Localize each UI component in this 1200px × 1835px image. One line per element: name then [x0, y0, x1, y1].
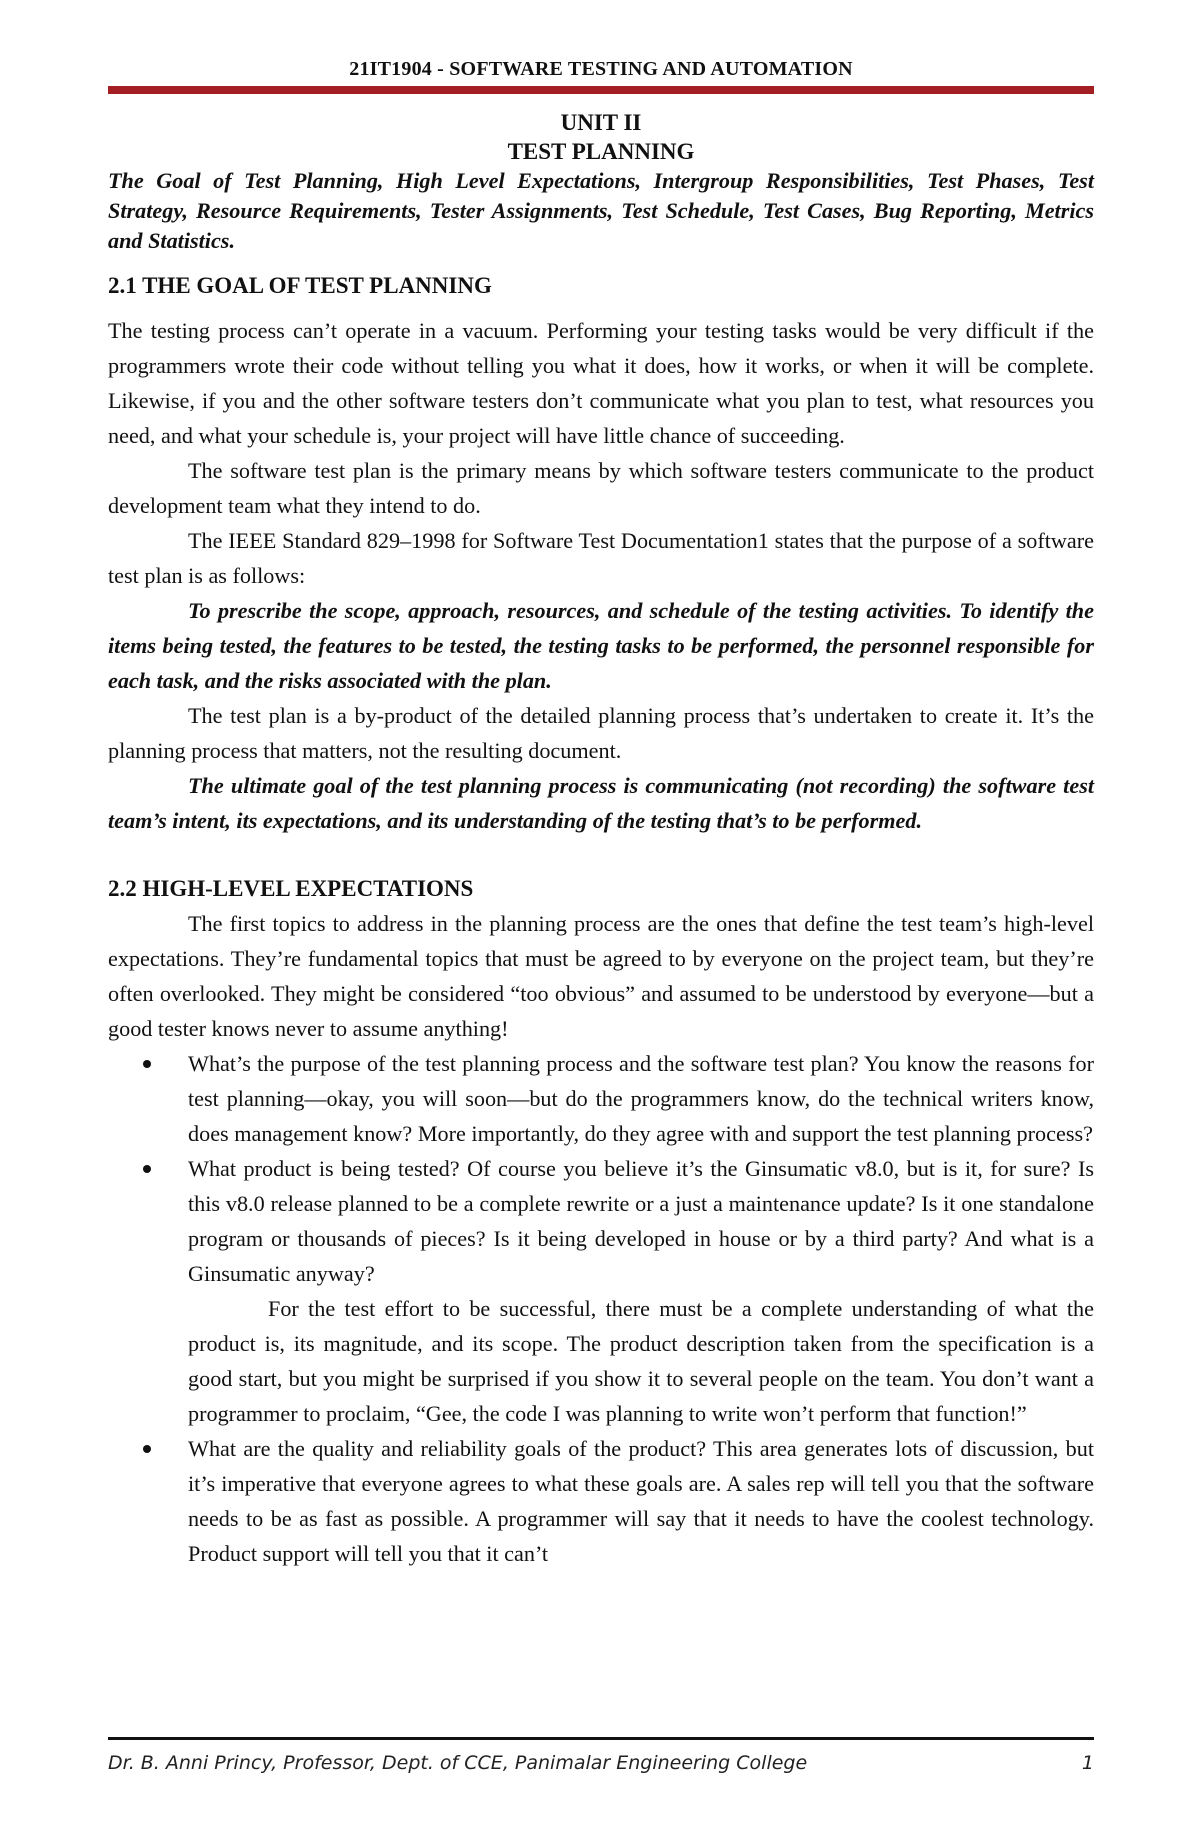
bullet-icon: [143, 1060, 151, 1068]
paragraph: The IEEE Standard 829–1998 for Software Test Documentation1 states that the purpose of a software test plan is as follows:: [108, 528, 1094, 588]
page-content: [108, 108, 1094, 1571]
paragraph: For the test effort to be successful, there must be a complete understanding of what the product is, its magnitude, and its scope. The product description taken from the specification is a good start, but you might be surprised if you show it to several people on the team. You don’t want a programmer to proclaim, “Gee, the code I was planning to write won’t perform that function!”: [188, 1296, 1094, 1426]
page-number: 1: [1081, 1752, 1094, 1774]
bullet-list: [108, 1431, 1094, 1571]
unit-topics: The Goal of Test Planning, High Level Expectations, Intergroup Responsibilities, Test Phases, Test Strategy, Resource Requirements, Tester Assignments, Test Schedule, Test Cases, Bug Reporting, Metrics and Statistics.: [108, 168, 1094, 253]
unit-title: TEST PLANNING: [507, 139, 695, 164]
list-item: [108, 1151, 1094, 1291]
unit-label: UNIT II: [560, 110, 642, 135]
paragraph: The first topics to address in the planning process are the ones that define the test team’s high-level expectations. They’re fundamental topics that must be agreed to by everyone on the project team, but they’re often overlooked. They might be considered “too obvious” and assumed to be understood by everyone—but a good tester knows never to assume anything!: [108, 911, 1094, 1041]
quoted-purpose: To prescribe the scope, approach, resources, and schedule of the testing activities. To identify the items being tested, the features to be tested, the testing tasks to be performed, the personnel responsible for each task, and the risks associated with the plan.: [108, 598, 1094, 693]
section-heading-goal: 2.1 THE GOAL OF TEST PLANNING: [108, 273, 492, 298]
running-header: 21IT1904 - SOFTWARE TESTING AND AUTOMATION: [349, 58, 853, 80]
paragraph: The software test plan is the primary means by which software testers communicate to the product development team what they intend to do.: [108, 458, 1094, 518]
header-rule: [108, 86, 1094, 94]
paragraph: The testing process can’t operate in a vacuum. Performing your testing tasks would be very difficult if the programmers wrote their code without telling you what it does, how it works, or when it will be complete. Likewise, if you and the other software testers don’t communicate what you plan to test, what resources you need, and what your schedule is, your project will have little chance of succeeding.: [108, 318, 1094, 448]
emphasis-paragraph: The ultimate goal of the test planning process is communicating (not recording) the software test team’s intent, its expectations, and its understanding of the testing that’s to be performed.: [108, 773, 1094, 833]
paragraph: The test plan is a by-product of the detailed planning process that’s undertaken to create it. It’s the planning process that matters, not the resulting document.: [108, 703, 1094, 763]
list-item-text: What product is being tested? Of course you believe it’s the Ginsumatic v8.0, but is it, for sure? Is this v8.0 release planned to be a complete rewrite or a just a maintenance update? Is it one standalone program or thousands of pieces? Is it being developed in house or by a third party? And what is a Ginsumatic anyway?: [188, 1156, 1094, 1286]
bullet-icon: [143, 1165, 151, 1173]
bullet-list: [108, 1046, 1094, 1291]
section-heading-expectations: 2.2 HIGH-LEVEL EXPECTATIONS: [108, 876, 474, 901]
list-item: [108, 1046, 1094, 1151]
footer-author: Dr. B. Anni Princy, Professor, Dept. of CCE, Panimalar Engineering College: [108, 1752, 808, 1774]
list-item: [108, 1431, 1094, 1571]
footer-rule: [108, 1737, 1094, 1740]
list-item-text: What are the quality and reliability goals of the product? This area generates lots of discussion, but it’s imperative that everyone agrees to what these goals are. A sales rep will tell you that the software needs to be as fast as possible. A programmer will say that it needs to have the coolest technology. Product support will tell you that it can’t: [188, 1436, 1094, 1566]
bullet-icon: [143, 1445, 151, 1453]
list-item-text: What’s the purpose of the test planning process and the software test plan? You know the reasons for test planning—okay, you will soon—but do the programmers know, do the technical writers know, does management know? More importantly, do they agree with and support the test planning process?: [188, 1051, 1094, 1146]
